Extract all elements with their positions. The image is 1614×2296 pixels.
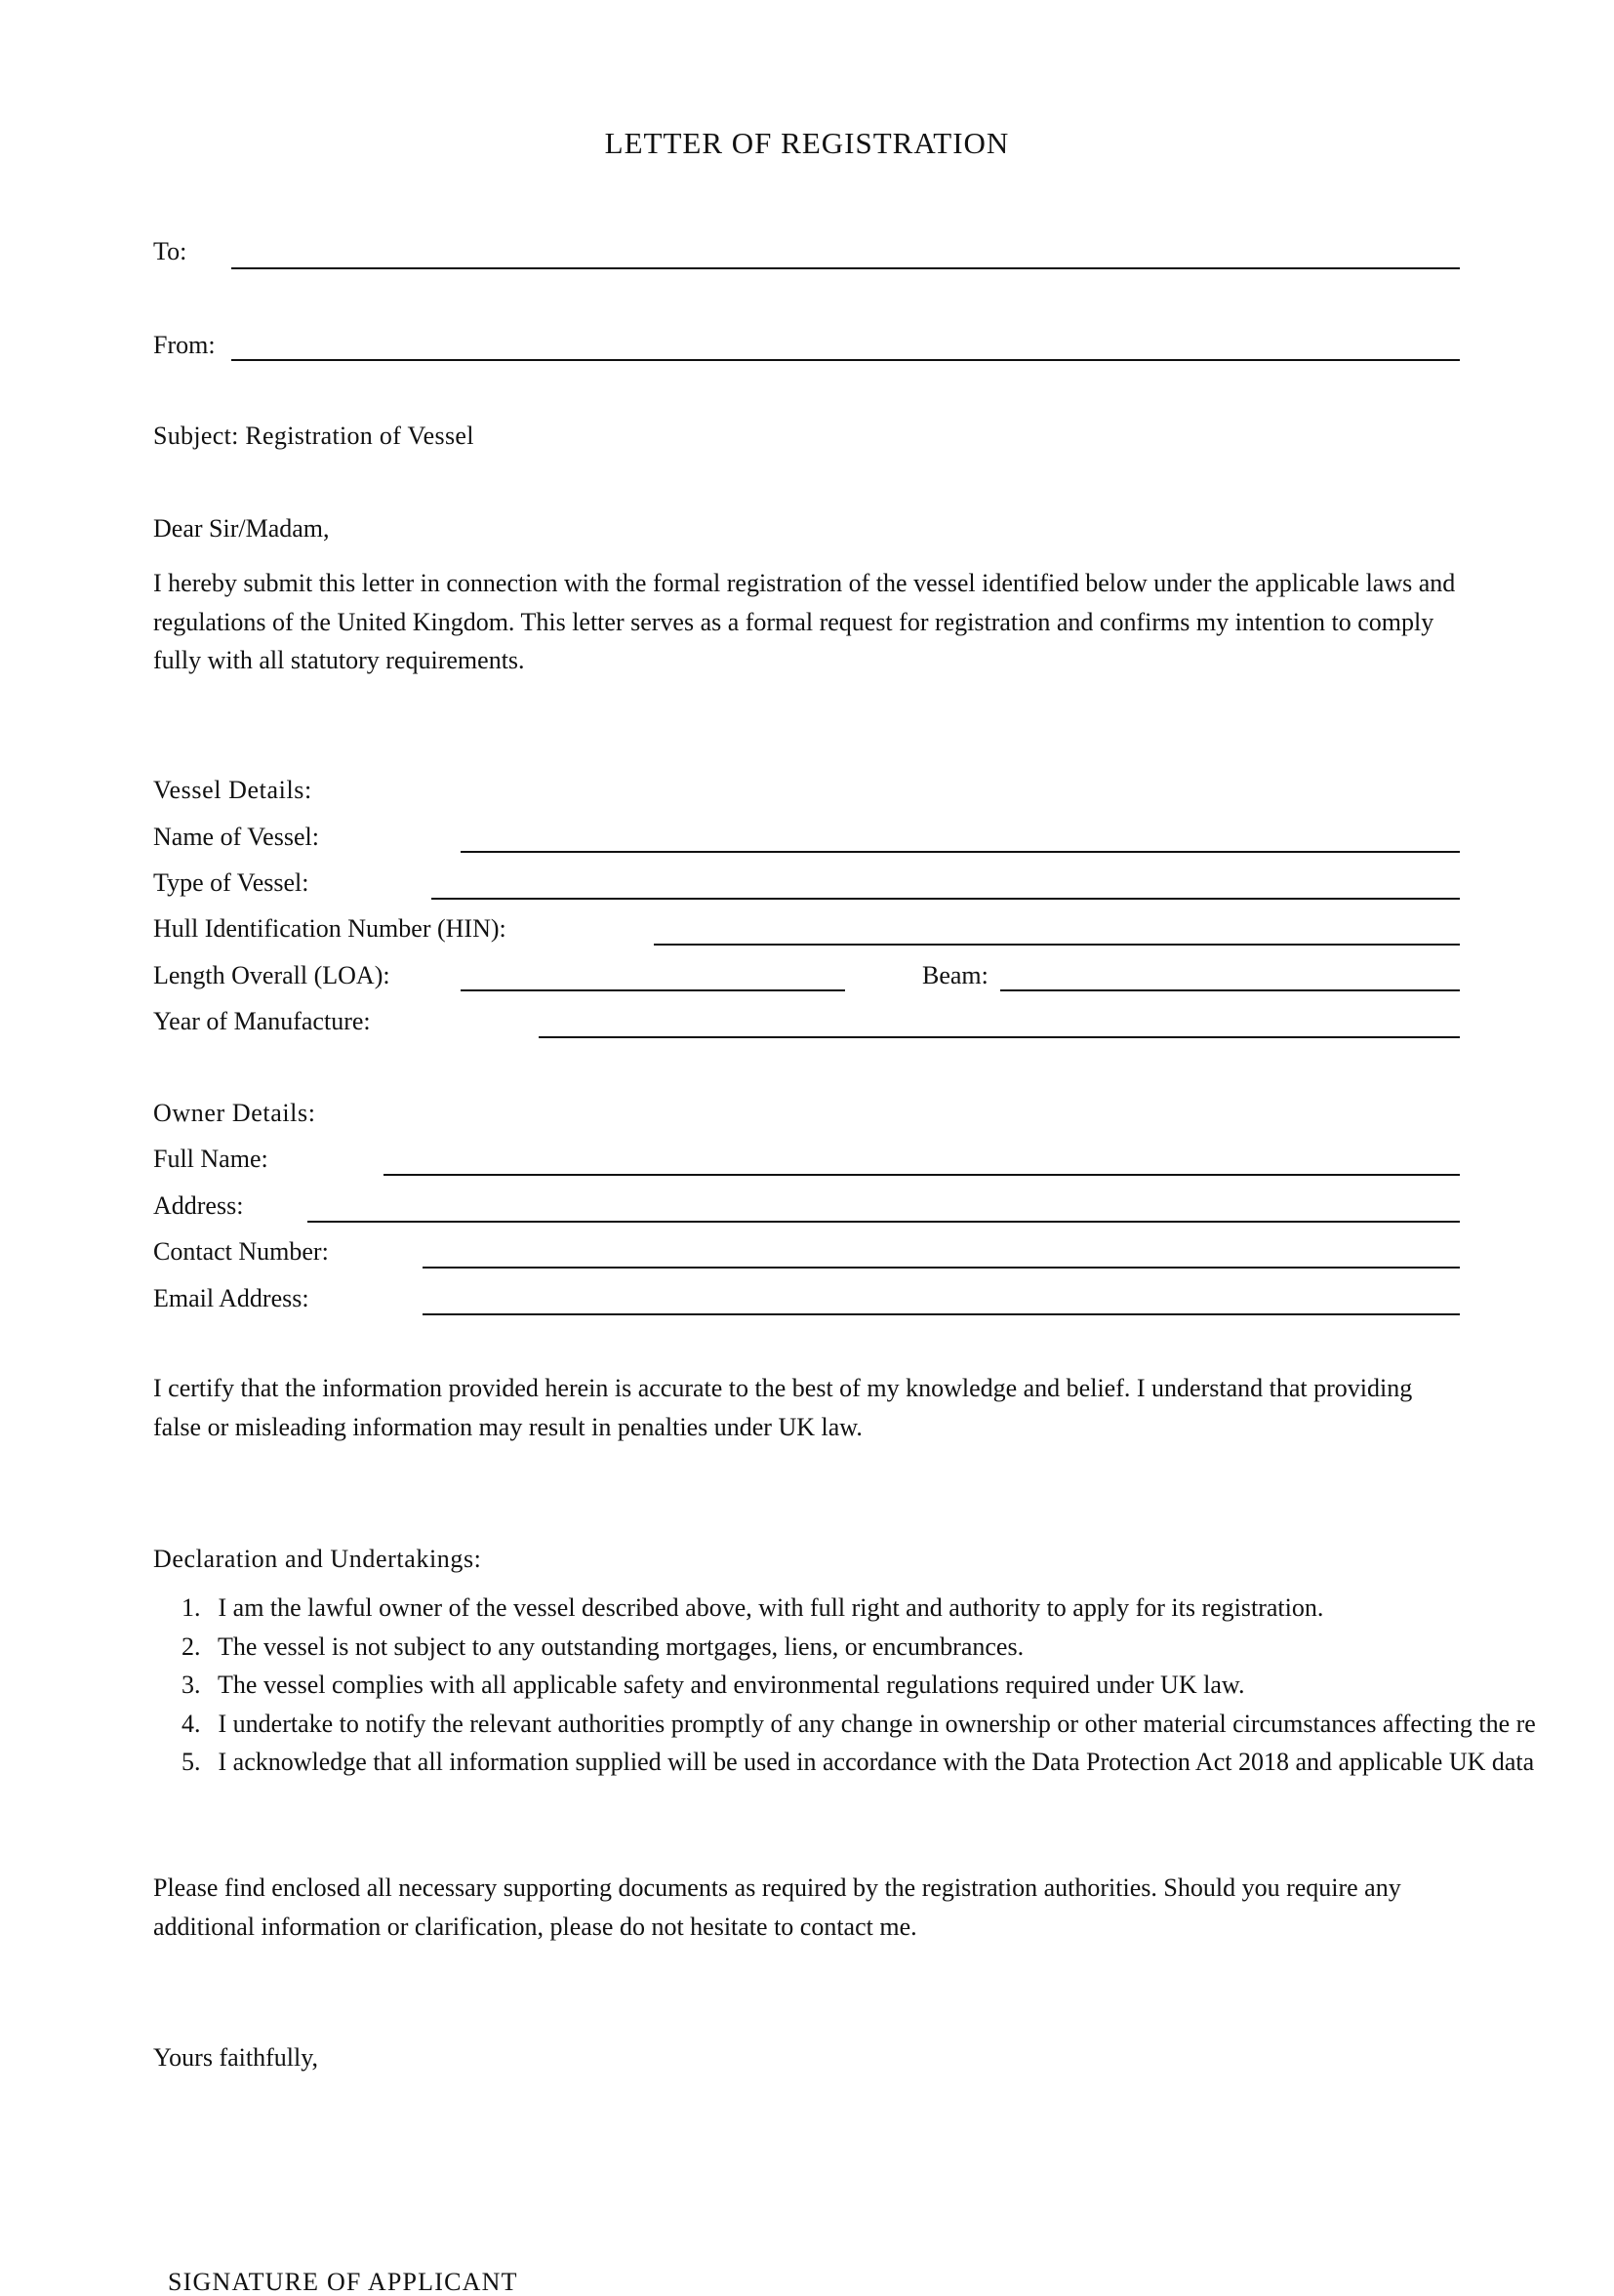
hin-field[interactable] xyxy=(654,944,1460,946)
vessel-details-heading: Vessel Details: xyxy=(153,776,312,804)
certify-paragraph: I certify that the information provided herein is accurate to the best of my knowledge and belief. I understand that providing false or misleading information may result in penalties under UK law. xyxy=(153,1374,1413,1441)
vessel-type-field[interactable] xyxy=(431,898,1460,900)
signature-label: SIGNATURE OF APPLICANT xyxy=(168,2268,518,2296)
from-label: From: xyxy=(153,331,216,359)
hin-label: Hull Identification Number (HIN): xyxy=(153,914,506,943)
email-label: Email Address: xyxy=(153,1284,309,1312)
address-label: Address: xyxy=(153,1191,244,1220)
declaration-item: 5. I acknowledge that all information supplied will be used in accordance with the Data Protection Act 2018 and applicable UK data xyxy=(182,1748,1535,1776)
contact-label: Contact Number: xyxy=(153,1237,329,1266)
declaration-item: 1. I am the lawful owner of the vessel described above, with full right and authority to apply for its registration. xyxy=(182,1593,1324,1622)
declaration-heading: Declaration and Undertakings: xyxy=(153,1545,482,1573)
declaration-item: 2. The vessel is not subject to any outstanding mortgages, liens, or encumbrances. xyxy=(182,1631,1025,1661)
closing: Yours faithfully, xyxy=(153,2043,319,2072)
full-name-label: Full Name: xyxy=(153,1145,268,1173)
email-field[interactable] xyxy=(423,1313,1460,1315)
address-field[interactable] xyxy=(307,1221,1460,1223)
declaration-list xyxy=(153,1589,1536,1782)
owner-details-heading: Owner Details: xyxy=(153,1099,316,1127)
year-label: Year of Manufacture: xyxy=(153,1007,371,1035)
vessel-name-field[interactable] xyxy=(461,851,1460,853)
page-title: LETTER OF REGISTRATION xyxy=(604,126,1010,160)
declaration-item: 4. I undertake to notify the relevant authorities promptly of any change in ownership or other material circumstances affecting the re xyxy=(182,1709,1536,1738)
loa-field[interactable] xyxy=(461,989,845,991)
vessel-name-label: Name of Vessel: xyxy=(153,823,319,851)
beam-label: Beam: xyxy=(922,961,989,989)
beam-field[interactable] xyxy=(1000,989,1460,991)
year-field[interactable] xyxy=(539,1036,1460,1038)
enclosure-paragraph: Please find enclosed all necessary supporting documents as required by the registration authorities. Should you require any additional information or clarification, please do not hesitate to contact me. xyxy=(153,1873,1401,1941)
to-field[interactable] xyxy=(231,267,1460,269)
subject-line: Subject: Registration of Vessel xyxy=(153,422,474,450)
intro-paragraph: I hereby submit this letter in connection with the formal registration of the vessel identified below under the applicable laws and regulations of the United Kingdom. This letter serves as a formal request for registration and confirms my intention to comply fully with all statutory requirements. xyxy=(153,569,1456,674)
to-label: To: xyxy=(153,237,187,265)
full-name-field[interactable] xyxy=(383,1174,1460,1176)
salutation: Dear Sir/Madam, xyxy=(153,514,330,543)
from-field[interactable] xyxy=(231,359,1460,361)
contact-field[interactable] xyxy=(423,1267,1460,1269)
loa-label: Length Overall (LOA): xyxy=(153,961,390,989)
declaration-item: 3. The vessel complies with all applicable safety and environmental regulations required under UK law. xyxy=(182,1671,1245,1699)
vessel-type-label: Type of Vessel: xyxy=(153,868,309,897)
